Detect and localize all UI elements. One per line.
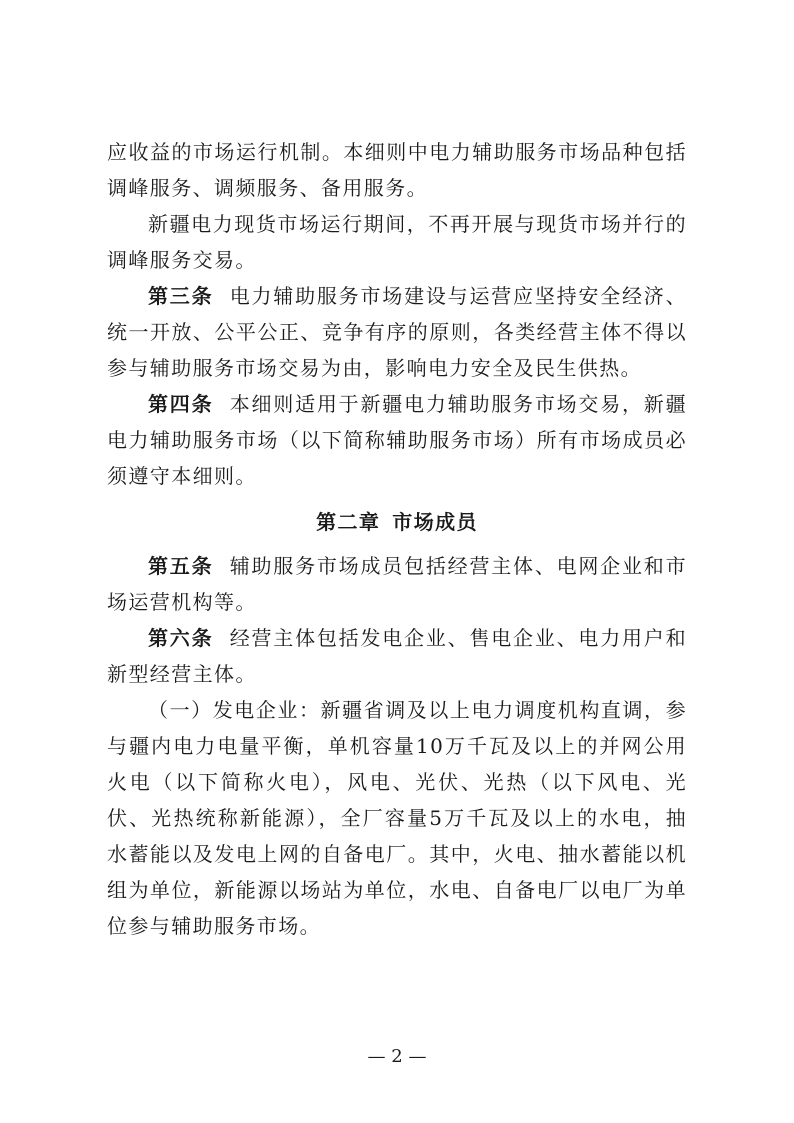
article-4 <box>107 386 687 494</box>
article-3-text: 电力辅助服务市场建设与运营应坚持安全经济、统一开放、公平公正、竞争有序的原则，各类经营主体不得以参与辅助服务市场交易为由，影响电力安全及民生供热。 <box>107 284 688 380</box>
article-5-heading: 第五条 <box>148 554 214 578</box>
article-6-text: 经营主体包括发电企业、售电企业、电力用户和新型经营主体。 <box>107 626 688 686</box>
item-power-generation: （一）发电企业：新疆省调及以上电力调度机构直调，参与疆内电力电量平衡，单机容量10万千瓦及以上的并网公用火电（以下简称火电），风电、光伏、光热（以下风电、光伏、光热统称新能源），全厂容量5万千瓦及以上的水电，抽水蓄能以及发电上网的自备电厂。其中，火电、抽水蓄能以机组为单位，新能源以场站为单位，水电、自备电厂以电厂为单位参与辅助服务市场。 <box>107 698 687 938</box>
chapter-title: 市场成员 <box>392 510 478 534</box>
page-number: — 2 — <box>367 1046 427 1067</box>
document-body <box>107 134 687 944</box>
article-6 <box>107 620 687 692</box>
article-5 <box>107 548 687 620</box>
chapter-heading <box>107 504 687 540</box>
article-4-text: 本细则适用于新疆电力辅助服务市场交易，新疆电力辅助服务市场（以下简称辅助服务市场）所有市场成员必须遵守本细则。 <box>107 392 688 488</box>
article-5-text: 辅助服务市场成员包括经营主体、电网企业和市场运营机构等。 <box>107 554 688 614</box>
article-6-heading: 第六条 <box>148 626 214 650</box>
chapter-number: 第二章 <box>316 510 381 534</box>
paragraph-spot-market: 新疆电力现货市场运行期间，不再开展与现货市场并行的调峰服务交易。 <box>107 212 687 272</box>
article-3-heading: 第三条 <box>148 284 214 308</box>
paragraph-continuation: 应收益的市场运行机制。本细则中电力辅助服务市场品种包括调峰服务、调频服务、备用服务。 <box>107 140 687 200</box>
article-4-heading: 第四条 <box>148 392 214 416</box>
article-3 <box>107 278 687 386</box>
